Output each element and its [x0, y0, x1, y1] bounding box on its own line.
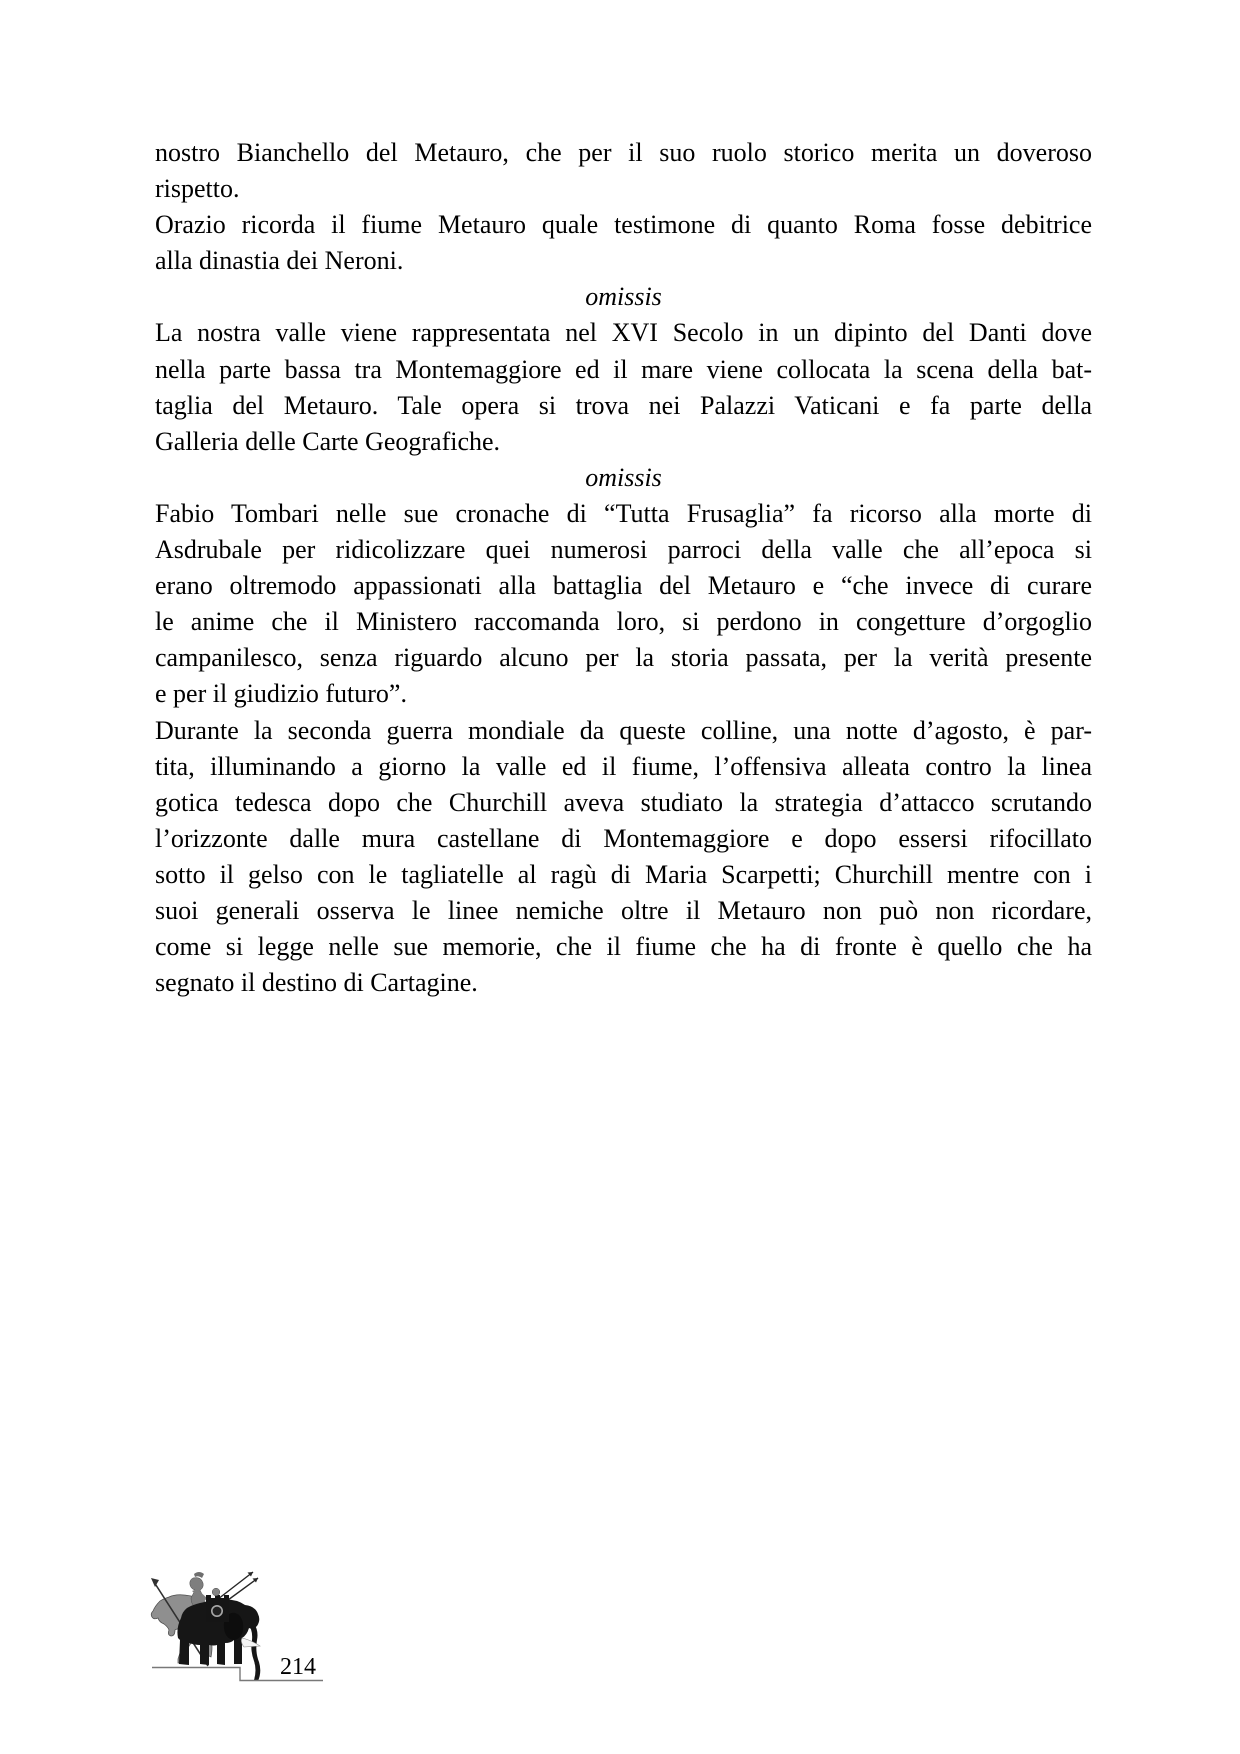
text-line: e per il giudizio futuro”.	[155, 679, 407, 709]
text-line: suoi generali osserva le linee nemiche oltre il Metauro non può non ricordare,	[155, 895, 1092, 925]
text-line: Durante la seconda guerra mondiale da queste colline, una notte d’agosto, è par-	[155, 715, 1092, 745]
text-line: Galleria delle Carte Geografiche.	[155, 426, 501, 456]
text-line: taglia del Metauro. Tale opera si trova nei Palazzi Vaticani e fa parte della	[155, 390, 1092, 420]
text-line: sotto il gelso con le tagliatelle al ragù di Maria Scarpetti; Churchill mentre con i	[155, 859, 1092, 889]
text-line: Asdrubale per ridicolizzare quei numerosi parroci della valle che all’epoca si	[155, 535, 1092, 565]
text-line: come si legge nelle sue memorie, che il fiume che ha di fronte è quello che ha	[155, 932, 1092, 962]
turret-warrior-head	[212, 1588, 220, 1596]
text-line: alla dinastia dei Neroni.	[155, 246, 404, 276]
text-line: rispetto.	[155, 174, 240, 204]
omissis-line: omissis	[585, 282, 662, 312]
text-line: erano oltremodo appassionati alla battaglia del Metauro e “che invece di curare	[155, 571, 1092, 601]
helmet-crest-icon	[194, 1572, 204, 1578]
elephant-trunk	[248, 1622, 260, 1681]
page-number: 214	[280, 1654, 316, 1680]
text-line: La nostra valle viene rappresentata nel XVI Secolo in un dipinto del Danti dove	[155, 318, 1092, 348]
text-line: segnato il destino di Cartagine.	[155, 968, 478, 998]
text-line: tita, illuminando a giorno la valle ed il fiume, l’offensiva alleata contro la linea	[155, 751, 1092, 781]
omissis-line: omissis	[585, 462, 662, 492]
text-line: l’orizzonte dalle mura castellane di Montemaggiore e dopo essersi rifocillato	[155, 823, 1092, 853]
text-line: nella parte bassa tra Montemaggiore ed il mare viene collocata la scena della bat-	[155, 354, 1092, 384]
shield-emblem-icon	[212, 1606, 222, 1616]
text-line: nostro Bianchello del Metauro, che per il suo ruolo storico merita un doveroso	[155, 138, 1092, 167]
text-line: Fabio Tombari nelle sue cronache di “Tutta Frusaglia” fa ricorso alla morte di	[155, 498, 1092, 528]
text-line: gotica tedesca dopo che Churchill aveva studiato la strategia d’attacco scrutando	[155, 787, 1092, 817]
text-line: campanilesco, senza riguardo alcuno per la storia passata, per la verità presente	[155, 643, 1092, 673]
text-line: le anime che il Ministero raccomanda loro, si perdono in congetture d’orgoglio	[155, 607, 1092, 637]
elephant-tusk-icon	[241, 1638, 260, 1647]
text-line: Orazio ricorda il fiume Metauro quale testimone di quanto Roma fosse debitrice	[155, 210, 1092, 240]
lance-tip-icon	[151, 1578, 159, 1587]
text-block	[155, 135, 1092, 1001]
